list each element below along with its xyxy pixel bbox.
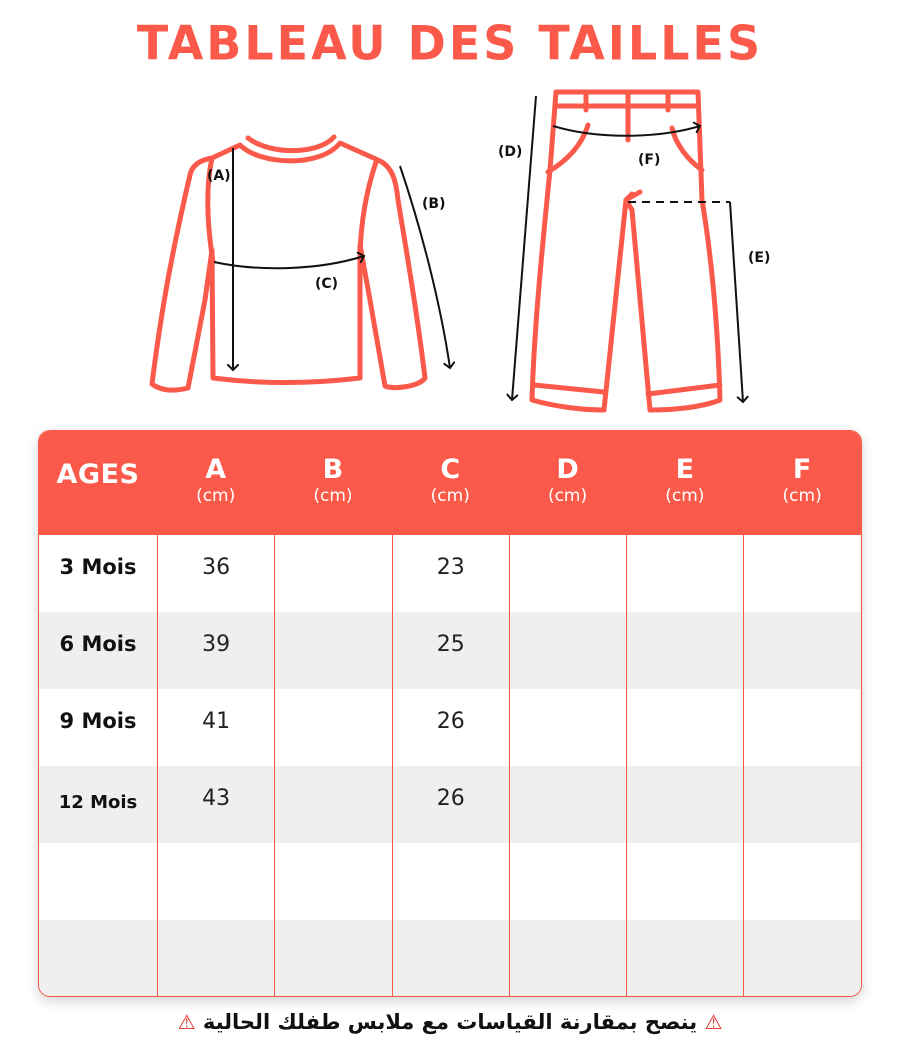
table-row [39, 766, 861, 843]
value-cell: 23 [392, 535, 509, 612]
header-unit: (cm) [196, 486, 236, 506]
value-cell [274, 920, 391, 997]
sweater-drawing [152, 137, 425, 390]
label-a: (A) [207, 168, 231, 184]
value-cell [626, 612, 743, 689]
value-cell [274, 766, 391, 843]
header-letter: D [556, 454, 579, 485]
header-ages: AGES [56, 459, 140, 490]
age-cell [39, 920, 157, 997]
value-cell [743, 689, 860, 766]
value-cell [743, 535, 860, 612]
header-col-f [743, 431, 860, 535]
header-col-b [274, 431, 391, 535]
header-col-c [392, 431, 509, 535]
table-row [39, 612, 861, 689]
age-cell: 3 Mois [59, 555, 137, 579]
label-e: (E) [748, 250, 771, 266]
age-cell [39, 843, 157, 920]
header-letter: F [792, 454, 812, 485]
label-c: (C) [315, 276, 339, 292]
value-cell: 41 [157, 689, 274, 766]
value-cell [157, 920, 274, 997]
value-cell [743, 920, 860, 997]
label-b: (B) [422, 196, 446, 212]
value-cell [274, 689, 391, 766]
value-cell: 26 [392, 766, 509, 843]
header-letter: B [322, 454, 344, 485]
value-cell [743, 612, 860, 689]
header-col-d [509, 431, 626, 535]
value-cell [392, 920, 509, 997]
label-d: (D) [498, 144, 523, 160]
pants-drawing [532, 92, 720, 410]
value-cell: 25 [392, 612, 509, 689]
value-cell [274, 535, 391, 612]
value-cell: 43 [157, 766, 274, 843]
header-col-e [626, 431, 743, 535]
table-row [39, 843, 861, 920]
value-cell [274, 843, 391, 920]
page-title: TABLEAU DES TAILLES [136, 15, 764, 71]
table-header [39, 431, 861, 535]
value-cell [509, 843, 626, 920]
warning-icon: ⚠ [704, 1010, 723, 1034]
header-unit: (cm) [430, 486, 470, 506]
value-cell [743, 766, 860, 843]
header-unit: (cm) [547, 486, 588, 506]
value-cell [626, 689, 743, 766]
advice-text: ينصح بمقارنة القياسات مع ملابس طفلك الحالية [202, 1010, 698, 1034]
value-cell: 26 [392, 689, 509, 766]
warning-icon: ⚠ [177, 1010, 196, 1034]
header-letter: A [205, 454, 227, 485]
value-cell: 39 [157, 612, 274, 689]
header-unit: (cm) [665, 486, 705, 506]
value-cell [509, 612, 626, 689]
table-row [39, 689, 861, 766]
value-cell [509, 535, 626, 612]
value-cell [509, 766, 626, 843]
age-cell: 9 Mois [59, 709, 137, 733]
header-unit: (cm) [313, 486, 353, 506]
age-cell: 6 Mois [59, 632, 137, 656]
header-unit: (cm) [782, 486, 822, 506]
age-cell: 12 Mois [58, 792, 138, 813]
table-row [39, 920, 861, 997]
value-cell [626, 843, 743, 920]
value-cell [626, 535, 743, 612]
value-cell [626, 920, 743, 997]
table-body [39, 535, 861, 997]
advice-note [0, 1010, 900, 1034]
header-letter: C [440, 454, 461, 485]
size-table [38, 430, 862, 997]
value-cell [509, 689, 626, 766]
header-col-a [157, 431, 274, 535]
value-cell [509, 920, 626, 997]
value-cell [626, 766, 743, 843]
garment-illustration [0, 80, 900, 420]
value-cell [743, 843, 860, 920]
label-f: (F) [638, 152, 661, 168]
value-cell [274, 612, 391, 689]
table-row [39, 535, 861, 612]
value-cell: 36 [157, 535, 274, 612]
value-cell [392, 843, 509, 920]
value-cell [157, 843, 274, 920]
header-letter: E [675, 454, 695, 485]
sweater-measure-arrows [214, 148, 450, 370]
